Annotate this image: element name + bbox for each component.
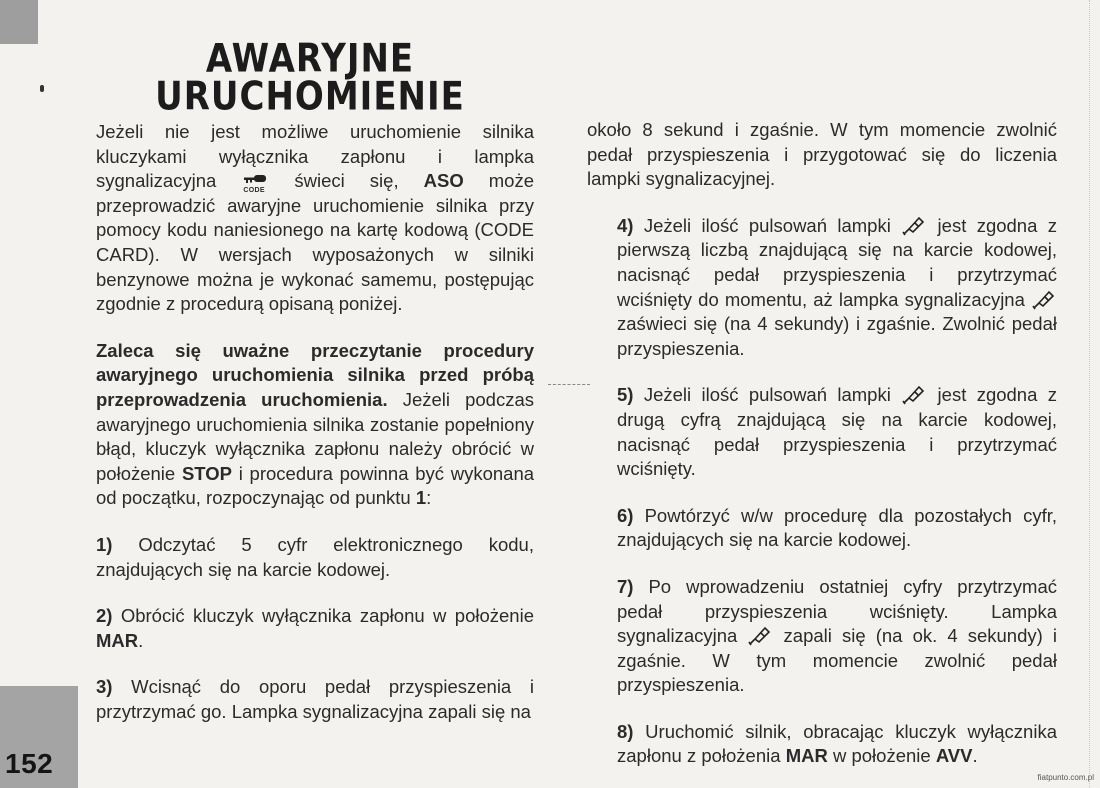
step-6 [587, 504, 1057, 553]
warning-paragraph [66, 339, 534, 511]
page-edge [1088, 0, 1090, 788]
code-icon-label: CODE [243, 187, 265, 195]
step-number: 2) [96, 605, 113, 627]
step-number: 8) [617, 720, 634, 742]
step-text: około 8 sekund i zgaśnie. W tym momencie zwolnić pedał przyspieszenia i przygotować się do liczenia lampki sygnalizacyjnej. [587, 119, 1057, 190]
ink-mark [40, 85, 44, 92]
divider [548, 384, 590, 385]
title-line-1: AWARYJNE [205, 36, 415, 82]
step-text: zapali się (na ok. 4 sekundy) i zgaśnie. W tym momencie zwolnić pedał przyspieszenia. [617, 625, 1058, 696]
step-text: w położenie [832, 745, 931, 767]
step-text: jest zgodna z drugą cyfrą znajdującą się na karcie kodowej, nacisnąć pedał przyspieszenia i przytrzymać wciśnięty. [617, 384, 1057, 480]
warning-text-2: i procedura powinna być wykonana od początku, rozpoczynając od punktu [96, 462, 535, 509]
step-number: 7) [617, 575, 634, 597]
mar-text: MAR [785, 745, 828, 767]
page-tab-top [0, 0, 38, 44]
colon: : [426, 487, 432, 509]
mar-text: MAR [96, 629, 139, 651]
right-column [587, 118, 1057, 769]
step-3-continued [587, 118, 1057, 192]
step-number: 1) [96, 533, 113, 555]
step-text: Po wprowadzeniu ostatniej cyfry przytrzymać pedał przyspieszenia wciśnięty. Lampka sygnalizacyjna [617, 575, 1057, 647]
step-text: jest zgodna z pierwszą liczbą znajdującą się na karcie kodowej, nacisnąć pedał przyspieszenia i przytrzymać wciśnięty do momentu, aż lampka sygnalizacyjna [617, 214, 1057, 310]
step-text: Uruchomić silnik, obracając kluczyk wyłącznika zapłonu z położenia [617, 720, 1057, 767]
period: . [138, 629, 144, 651]
point-one-text: 1 [415, 487, 427, 509]
step-8 [587, 720, 1057, 769]
step-text: Jeżeli ilość pulsowań lampki [643, 214, 891, 236]
step-text: Obrócić kluczyk wyłącznika zapłonu w położenie [120, 605, 534, 627]
step-text: Powtórzyć w/w procedurę dla pozostałych cyfr, znajdujących się na karcie kodowej. [617, 504, 1057, 551]
intro-text-3: może przeprowadzić awaryjne uruchomienie silnika przy pomocy kodu naniesionego na kartę kodową (CODE CARD). W wersjach wyposażonych w silniki benzynowe można je wykonać samemu, postępując zgodnie z procedurą opisaną poniżej. [96, 170, 534, 315]
site-footer: fiatpunto.com.pl [1037, 773, 1094, 782]
warning-bold-text: Zaleca się uważne przeczytanie procedury awaryjnego uruchomienia silnika przed próbą przeprowadzenia uruchomienia. [96, 339, 534, 410]
avv-text: AVV [935, 745, 973, 767]
key-code-warning-icon [241, 172, 269, 195]
step-4 [587, 214, 1057, 362]
aso-text: ASO [423, 170, 464, 192]
step-7 [587, 575, 1057, 698]
step-text: Odczytać 5 cyfr elektronicznego kodu, znajdujących się na karcie kodowej. [96, 533, 534, 580]
step-text: Wcisnąć do oporu pedał przyspieszenia i przytrzymać go. Lampka sygnalizacyjna zapali się na [96, 676, 534, 722]
left-column [66, 120, 534, 724]
step-number: 5) [617, 384, 634, 406]
step-5 [587, 383, 1057, 481]
title-line-2: URUCHOMIENIE [155, 74, 465, 120]
page-title [120, 36, 500, 120]
page-number: 152 [5, 748, 54, 779]
injector-lamp-icon [747, 624, 773, 646]
step-number: 4) [617, 214, 634, 236]
step-text: Jeżeli ilość pulsowań lampki [643, 384, 891, 406]
period: . [972, 745, 978, 767]
injector-lamp-icon [901, 214, 927, 236]
intro-paragraph [66, 120, 534, 317]
step-number: 6) [617, 504, 634, 526]
injector-lamp-icon [901, 383, 927, 405]
step-number: 3) [96, 676, 113, 698]
step-3 [66, 675, 534, 724]
intro-text-2: świeci się, [294, 170, 399, 192]
injector-lamp-icon [1031, 288, 1057, 310]
step-2 [66, 604, 534, 653]
intro-text-1: Jeżeli nie jest możliwe uruchomienie silnika kluczykami wyłącznika zapłonu i lampka sygnalizacyjna [96, 121, 534, 192]
step-text: zaświeci się (na 4 sekundy) i zgaśnie. Zwolnić pedał przyspieszenia. [617, 313, 1057, 359]
stop-text: STOP [181, 462, 232, 484]
step-1 [66, 533, 534, 582]
warning-text-1: Jeżeli podczas awaryjnego uruchomienia silnika zostanie popełniony błąd, kluczyk wyłącznika zapłonu należy obrócić w położenie [96, 388, 535, 484]
